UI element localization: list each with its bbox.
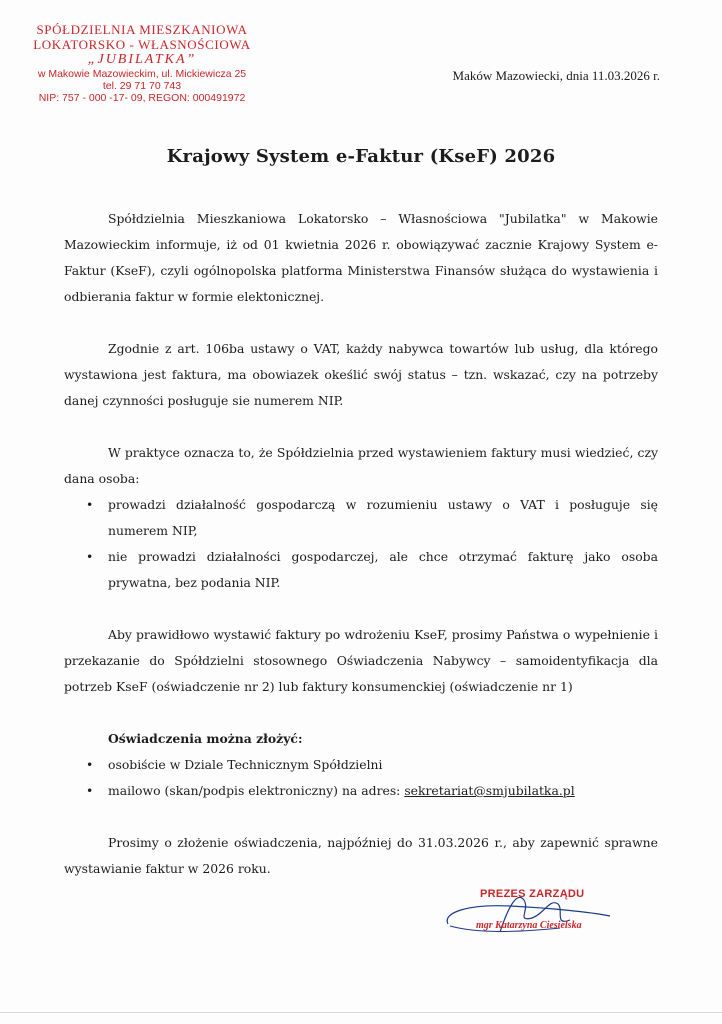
stamp-line-name: SPÓŁDZIELNIA MIESZKANIOWA xyxy=(36,22,248,37)
stamp-line-brand: „JUBILATKA” xyxy=(87,52,197,67)
submission-methods-list xyxy=(64,752,658,804)
list-item: • osobiście w Dziale Technicznym Spółdzielni xyxy=(64,752,658,778)
scan-edge-divider xyxy=(0,1012,722,1013)
paragraph-intro: Spółdzielnia Mieszkaniowa Lokatorsko – Własnościowa "Jubilatka" w Makowie Mazowieckim informuje, iż od 01 kwietnia 2026 r. obowiązywać zacznie Krajowy System e-Faktur (KseF), czyli ogólnopolska platforma Ministerstwa Finansów służąca do wystawienia i odbierania faktur w formie elektonicznej. xyxy=(64,211,658,304)
stamp-line-type: LOKATORSKO - WŁASNOŚCIOWA xyxy=(33,37,251,52)
stamp-line-address: w Makowie Mazowieckim, ul. Mickiewicza 25 xyxy=(37,68,247,80)
list-item xyxy=(64,778,658,804)
paragraph-legal-basis: Zgodnie z art. 106ba ustawy o VAT, każdy nabywca towartów lub usług, dla którego wystawiona jest faktura, ma obowiazek okeślić swój status – tzn. wskazać, czy na potrzeby danej czynności posługuje sie numerem NIP. xyxy=(64,341,658,408)
paragraph-practice: W praktyce oznacza to, że Spółdzielnia przed wystawieniem faktury musi wiedzieć, czy dana osoba: xyxy=(64,445,658,486)
document-body xyxy=(64,206,658,882)
document-date: Maków Mazowiecki, dnia 11.03.2026 r. xyxy=(452,68,660,83)
stamp-line-ids: NIP: 757 - 000 -17- 09, REGON: 000491972 xyxy=(38,92,246,104)
status-options-list xyxy=(64,492,658,596)
email-method-label: mailowo (skan/podpis elektroniczny) na adres: xyxy=(108,783,405,798)
signature-stamp xyxy=(440,882,620,942)
signature-name: mgr Katarzyna Ciesielska xyxy=(476,920,582,931)
submission-heading: Oświadczenia można złożyć: xyxy=(108,731,303,746)
list-item: • prowadzi działalność gospodarczą w rozumieniu ustawy o VAT i posługuje się numerem NIP, xyxy=(64,492,658,544)
paragraph-deadline: Prosimy o złożenie oświadczenia, najpóźniej do 31.03.2026 r., aby zapewnić sprawne wystawianie faktur w 2026 roku. xyxy=(64,835,658,876)
paragraph-request: Aby prawidłowo wystawić faktury po wdrożeniu KseF, prosimy Państwa o wypełnienie i przekazanie do Spółdzielni stosownego Oświadczenia Nabywcy – samoidentyfikacja dla potrzeb KseF (oświadczenie nr 2) lub faktury konsumenckiej (oświadczenie nr 1) xyxy=(64,627,658,694)
stamp-line-phone: tel. 29 71 70 743 xyxy=(102,80,182,92)
email-link[interactable]: sekretariat@smjubilatka.pl xyxy=(404,783,575,798)
list-item: • nie prowadzi działalności gospodarczej, ale chce otrzymać fakturę jako osoba prywatna, bez podania NIP. xyxy=(64,544,658,596)
signature-role: PREZES ZARZĄDU xyxy=(480,888,585,900)
document-title: Krajowy System e-Faktur (KseF) 2026 xyxy=(166,146,556,167)
cooperative-stamp xyxy=(22,22,262,104)
